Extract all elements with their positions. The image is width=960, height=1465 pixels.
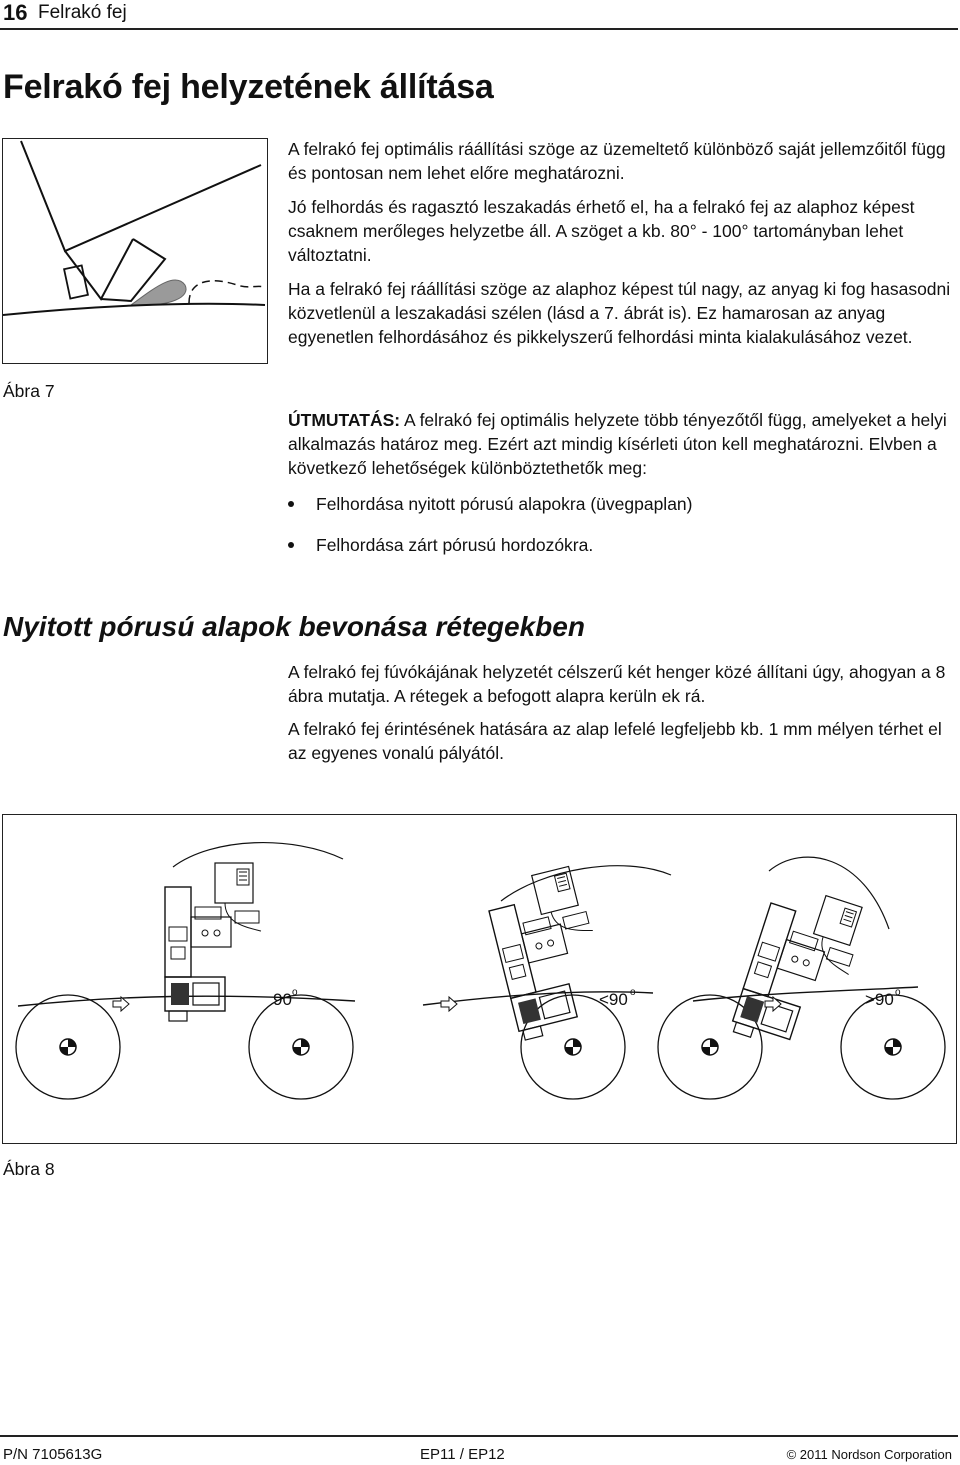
figure-7-illustration (3, 139, 266, 362)
paragraph-1: A felrakó fej optimális ráállítási szöge az üzemeltető különböző saját jellemzőitől függ és pontosan nem lehet előre meghatározni. (288, 139, 946, 183)
angle-label: >90 (865, 990, 894, 1009)
figure-8-frame (2, 814, 957, 1144)
arrow-right-icon (441, 997, 457, 1011)
note-text: A felrakó fej optimális helyzete több tényezőtől függ, amelyeket a helyi alkalmazás határoz meg. Ezért azt mindig kísérleti úton kell meghatározni. Elvben a következő lehetőségek különböztethetők meg: (288, 410, 947, 478)
figure-7-caption: Ábra 7 (3, 381, 55, 401)
applicator-head-icon (165, 863, 261, 1021)
paragraph-4: A felrakó fej fúvókájának helyzetét célszerű két henger közé állítani úgy, ahogyan a 8 ábra mutatja. A rétegek a befogott alapra kerüln ek rá. (288, 662, 946, 706)
arrow-right-icon (765, 997, 781, 1011)
figure-8-caption: Ábra 8 (3, 1159, 55, 1179)
bullet-item (288, 492, 692, 516)
note-paragraph (288, 408, 956, 480)
page-number: 16 (3, 0, 28, 25)
angle-label: <90 (599, 990, 628, 1009)
model-number: EP11 / EP12 (420, 1446, 505, 1463)
bullet-text: Felhordása nyitott pórusú alapokra (üvegpaplan) (316, 494, 693, 514)
bullet-item (288, 533, 593, 557)
applicator-head-icon (483, 864, 614, 1041)
applicator-head-icon (730, 880, 870, 1060)
copyright: © 2011 Nordson Corporation (786, 1447, 952, 1462)
section-title: Felrakó fej helyzetének állítása (3, 68, 494, 106)
degree-mark: o (292, 987, 298, 998)
footer-divider (0, 1435, 958, 1437)
header-divider (0, 28, 958, 30)
section-title: Nyitott pórusú alapok bevonása rétegekben (3, 611, 585, 642)
figure-8-illustration (3, 815, 955, 1142)
figure-7-frame (2, 138, 268, 364)
bullet-icon (288, 542, 294, 548)
degree-mark: o (630, 987, 636, 998)
angle-label: 90 (273, 990, 292, 1009)
part-number: P/N 7105613G (3, 1446, 103, 1463)
note-label: ÚTMUTATÁS: (288, 410, 401, 430)
running-header: Felrakó fej (38, 2, 127, 23)
bullet-text: Felhordása zárt pórusú hordozókra. (316, 535, 594, 555)
roller-icon (16, 995, 120, 1099)
paragraph-2: Jó felhordás és ragasztó leszakadás érhető el, ha a felrakó fej az alaphoz képest csaknem merőleges helyzetbe áll. A szöget a kb. 80° - 100° tartományban lehet változtatni. (288, 197, 915, 265)
roller-icon (249, 995, 353, 1099)
degree-mark: o (895, 987, 901, 998)
paragraph-5: A felrakó fej érintésének hatására az alap lefelé legfeljebb kb. 1 mm mélyen térhet el az egyenes vonalú pályától. (288, 719, 942, 763)
roller-icon (841, 995, 945, 1099)
bullet-icon (288, 501, 294, 507)
paragraph-3: Ha a felrakó fej ráállítási szöge az alaphoz képest túl nagy, az anyag ki fog hasasodni közvetlenül a leszakadási szélen (lásd a 7. ábrát is). Ez hamarosan az anyag egyenetlen felhordásához és pikkelyszerű felhordási minta kialakulásához vezet. (288, 279, 951, 347)
